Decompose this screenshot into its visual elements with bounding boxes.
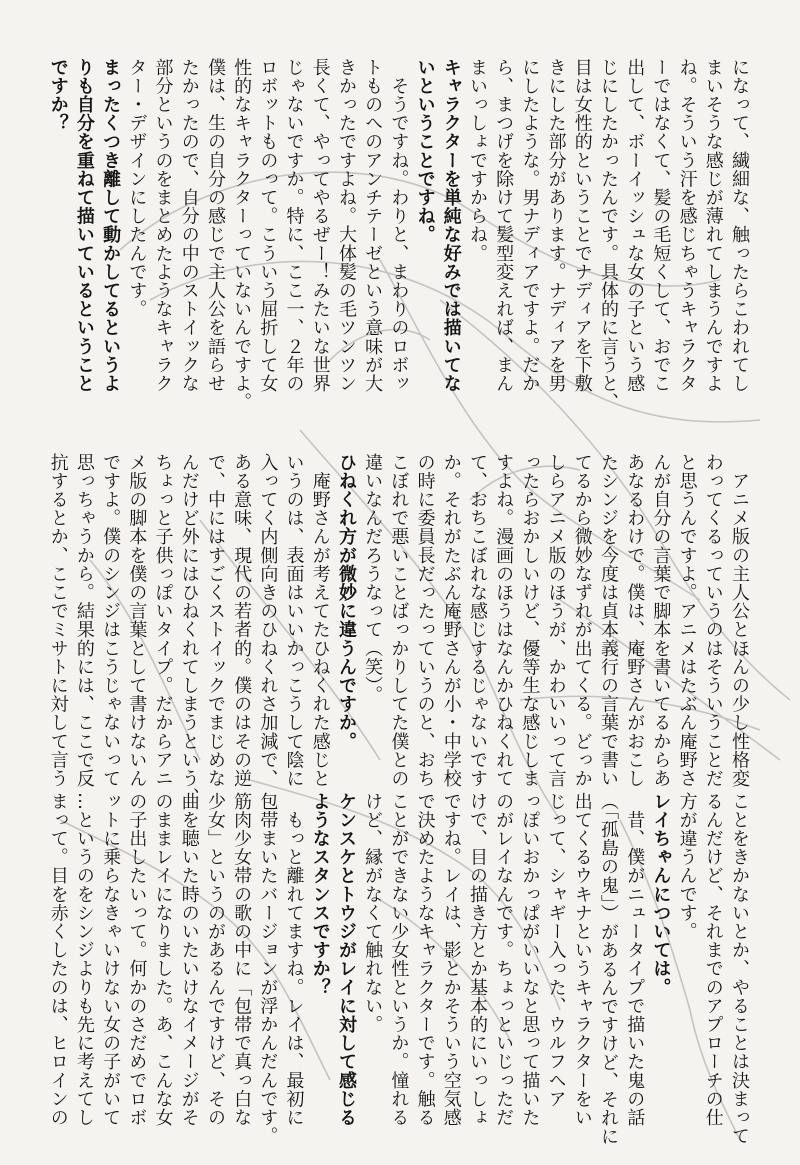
interviewer-question-line: ようなスタンスですか？ (309, 792, 331, 997)
answer-text-line: わってくるっていうのはそういうことだ (702, 453, 724, 788)
answer-text-line: ら、まつげを除けて髪型変えれば、まん (493, 58, 515, 393)
answer-text-line: 僕は、生の自分の感じで主人公を語らせ (204, 58, 226, 393)
answer-text-line: じゃないですか。特に、ここ一、２年の (283, 58, 305, 393)
answer-text-line: ちょっと子供っぽいタイプ。だからアニ (152, 453, 174, 788)
answer-text-line: で決めたようなキャラクターです。触る (414, 792, 436, 1127)
answer-text-line: ロボットものって。こういう屈折して女 (257, 58, 279, 393)
interviewer-question-line: レイちゃんについては。 (650, 792, 672, 997)
interviewer-question-line: ケンスケとトウジがレイに対して感じる (335, 792, 357, 1127)
answer-text-line: もっと離れてますね。レイは、最初に (283, 792, 305, 1127)
answer-text-line: 思っちゃうから。結果的には、ここで反 (73, 453, 95, 788)
answer-text-line: ったらおかしいけど、優等生な感じしま (519, 453, 541, 788)
answer-text-line: ある意味、現代の若者的。僕のはその逆 (231, 453, 253, 788)
answer-text-line: たシンジを今度は貞本義行の言葉で書い (597, 453, 619, 788)
answer-text-line: けで、目の描き方とか基本的にいっしょ (466, 792, 488, 1127)
answer-text-line: 少女」というのがあるんですけど、その (204, 792, 226, 1127)
answer-text-line: で、中にはすごくストイックでまじめな (204, 453, 226, 788)
answer-text-line: んだけど外にはひねくれてしまうという、 (178, 453, 200, 807)
answer-text-line: あなるわけで。僕は、庵野さんがおこし (624, 453, 646, 788)
answer-text-line: るんだけど、それまでのアプローチの仕 (702, 792, 724, 1127)
answer-text-line: トものへのアンチテーゼという意味が大 (362, 58, 384, 393)
answer-text-line: ター・デザインにしたんです。 (126, 58, 148, 319)
answer-text-line: きにした部分があります。ナディアを男 (545, 58, 567, 393)
answer-text-line: 出てくるウキナというキャラクターをい (571, 792, 593, 1127)
answer-text-line: て、おちこぼれな感じするじゃないです (466, 453, 488, 788)
answer-text-line: 入ってく内側向きのひねくれさ加減で、 (257, 453, 279, 788)
answer-text-line: か。それがたぶん庵野さんが小・中学校 (440, 453, 462, 788)
answer-text-line: 性的なキャラクターっていないんですよ。 (231, 58, 253, 412)
interviewer-question-line: ひねくれ方が微妙に違うんですか。 (335, 453, 357, 751)
answer-text-line: ですね。レイは、影とかそういう空気感 (440, 792, 462, 1127)
answer-text-line: …というのをシンジよりも先に考えてし (73, 792, 95, 1127)
interviewer-question-line: キャラクターを単純な好みでは描いてな (440, 58, 462, 393)
interviewer-question-line: りも自分を重ねて描いているということ (73, 58, 95, 393)
answer-text-line: 長くて、やってやるぜー！みたいな世界 (309, 58, 331, 393)
interviewer-question-line: いということですね。 (414, 58, 436, 244)
answer-text-line: と思うんですよ。アニメはたぶん庵野さ (676, 453, 698, 788)
answer-text-line: アニメ版の主人公とほんの少し性格変 (729, 453, 750, 788)
answer-text-line: 包帯まいたバージョンが浮かんだんです。 (257, 792, 279, 1146)
text-block-middle (2, 453, 752, 807)
answer-text-line: ーではなくて、髪の毛短くして、おでこ (650, 58, 672, 393)
text-block-bottom (2, 792, 752, 1146)
answer-text-line: ことができない少女性というか。憧れる (388, 792, 410, 1127)
answer-text-line: 筋肉少女帯の歌の中に「包帯で真っ白な (231, 792, 253, 1127)
answer-text-line: しらアニメ版のほうが、かわいいって言 (545, 453, 567, 788)
answer-text-line: 出して、ボーイッシュな女の子という感 (624, 58, 646, 393)
answer-text-line: てるから微妙なずれが出てくる。どっか (571, 453, 593, 788)
answer-text-line: の時に委員長だったっていうのと、おち (414, 453, 436, 788)
answer-text-line: じにしたかったんです。具体的に言うと、 (597, 58, 619, 412)
answer-text-line: ことをきかないとか、やることは決まって (729, 792, 750, 1146)
answer-text-line: のがレイなんです。ちょっといじっただ (493, 792, 515, 1127)
answer-text-line: ですよ。僕のシンジはこうじゃないって (100, 453, 122, 788)
answer-text-line: ットに乗らなきゃいけない女の子がいて (100, 792, 122, 1127)
answer-text-line: まって。目を赤くしたのは、ヒロインの (47, 792, 69, 1127)
answer-text-line: 違いなんだろうなって（笑）。 (362, 453, 384, 705)
answer-text-line: いうのは、表面はいいかっこうして陰に (283, 453, 305, 788)
answer-text-line: 方が違うんです。 (676, 792, 698, 941)
answer-text-line: 庵野さんが考えてたひねくれた感じと (309, 453, 331, 788)
answer-text-line: メ版の脚本を僕の言葉として書けないん (126, 453, 148, 788)
answer-text-line: の子出したいって。何かのさだめでロボ (126, 792, 148, 1127)
answer-text-line: 目は女性的ということでナディアを下敷 (571, 58, 593, 393)
answer-text-line: んが自分の言葉で脚本を書いてるからあ (650, 453, 672, 788)
answer-text-line: 曲を聴いた時のいたいけなイメージがそ (178, 792, 200, 1127)
interviewer-question-line: まったくつき離して動かしてるというよ (100, 58, 122, 393)
answer-text-line: のままレイになりました。あ、こんな女 (152, 792, 174, 1127)
answer-text-line: 部分というのをまとめたようなキャラク (152, 58, 174, 393)
answer-text-line: 抗するとか、ここでミサトに対して言う (47, 453, 69, 788)
answer-text-line: っぽいおかっぱがいいなと思って描いた (519, 792, 541, 1127)
answer-text-line: じって、シャギー入った、ウルフヘア (545, 792, 567, 1109)
answer-text-line: きかったですよね。大体髪の毛ツンツン (335, 58, 357, 393)
answer-text-line: こぼれで悪いことばっかりしてた僕との (388, 453, 410, 788)
answer-text-line: まいそうな感じが薄れてしまうんですよ (702, 58, 724, 393)
answer-text-line: たかったので、自分の中のストイックな (178, 58, 200, 393)
answer-text-line: ね。そういう汗を感じちゃうキャラクタ (676, 58, 698, 393)
answer-text-line: けど、縁がなくて触れない。 (362, 792, 384, 1034)
text-block-top (2, 58, 752, 434)
answer-text-line: になって、繊細な、触ったらこわれてし (729, 58, 750, 393)
answer-text-line: 昔、僕がニュータイプで描いた鬼の話 (624, 792, 646, 1127)
interviewer-question-line: ですか？ (47, 58, 69, 133)
answer-text-line: にしたような。男ナディアですよ。だか (519, 58, 541, 393)
answer-text-line: （「孤島の鬼」）があるんですけど、それに (597, 792, 619, 1146)
answer-text-line: すよね。漫画のほうはなんかひねくれて (493, 453, 515, 788)
answer-text-line: まいっしょですからね。 (466, 58, 488, 263)
answer-text-line: そうですね。わりと、まわりのロボッ (388, 58, 410, 393)
